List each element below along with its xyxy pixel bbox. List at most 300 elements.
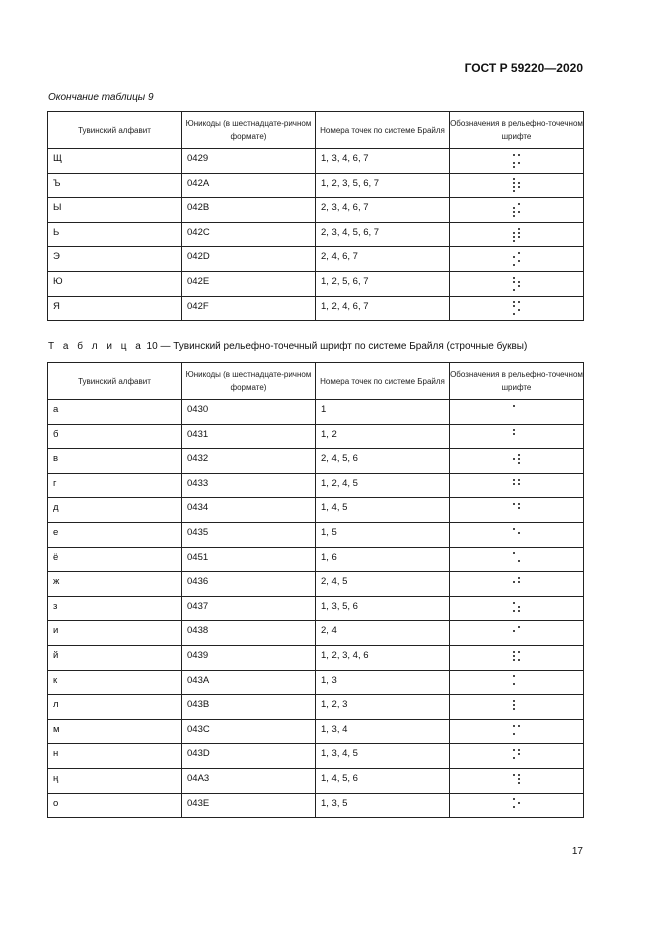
unicode-cell: 0430 — [182, 400, 316, 425]
braille-dot-2 — [513, 729, 515, 731]
braille-1-2-5-6-7-icon — [512, 276, 521, 291]
braille-dot-2 — [513, 556, 515, 558]
braille-1-5-icon — [512, 527, 521, 542]
dots-cell: 1, 4, 5 — [316, 498, 450, 523]
braille-dot-7 — [513, 166, 515, 168]
braille-cell — [450, 498, 584, 523]
dots-cell: 2, 4 — [316, 621, 450, 646]
braille-dot-8 — [518, 515, 520, 517]
table-row — [48, 572, 584, 597]
braille-dot-1 — [513, 602, 515, 604]
braille-dot-5 — [518, 232, 520, 234]
braille-dot-2 — [513, 679, 515, 681]
braille-1-3-5-icon — [512, 798, 521, 813]
letter-cell: н — [48, 744, 182, 769]
column-header-alphabet: Тувинский алфавит — [48, 112, 182, 149]
letter-cell: м — [48, 719, 182, 744]
braille-dot-1 — [513, 503, 515, 505]
braille-dot-4 — [518, 577, 520, 579]
unicode-cell: 0438 — [182, 621, 316, 646]
letter-cell: Ъ — [48, 173, 182, 198]
unicode-cell: 042B — [182, 198, 316, 223]
braille-1-2-4-6-7-icon — [512, 301, 521, 316]
braille-dot-1 — [513, 252, 515, 254]
braille-dot-6 — [518, 211, 520, 213]
letter-cell: г — [48, 473, 182, 498]
letter-cell: Э — [48, 247, 182, 272]
braille-dot-5 — [518, 802, 520, 804]
table-row — [48, 695, 584, 720]
braille-dot-1 — [513, 774, 515, 776]
dots-cell: 1, 2, 3, 4, 6 — [316, 645, 450, 670]
table-row — [48, 198, 584, 223]
dots-cell: 1, 3, 4 — [316, 719, 450, 744]
braille-1-icon — [512, 404, 521, 419]
braille-dot-7 — [513, 215, 515, 217]
unicode-cell: 0435 — [182, 522, 316, 547]
page-number: 17 — [571, 846, 583, 857]
braille-2-4-5-icon — [512, 576, 521, 591]
braille-dot-5 — [518, 532, 520, 534]
braille-dot-7 — [513, 663, 515, 665]
braille-dot-6 — [518, 162, 520, 164]
braille-table-9 — [47, 111, 584, 321]
braille-dot-4 — [518, 675, 520, 677]
unicode-cell: 0439 — [182, 645, 316, 670]
table-row — [48, 645, 584, 670]
braille-dot-5 — [518, 182, 520, 184]
braille-dot-4 — [518, 626, 520, 628]
braille-dot-3 — [513, 610, 515, 612]
braille-dot-5 — [518, 281, 520, 283]
braille-dot-3 — [513, 462, 515, 464]
braille-dot-8 — [518, 240, 520, 242]
braille-cell — [450, 572, 584, 597]
braille-dot-8 — [518, 441, 520, 443]
braille-cell — [450, 198, 584, 223]
unicode-cell: 042E — [182, 271, 316, 296]
braille-dot-7 — [513, 515, 515, 517]
braille-dot-4 — [518, 602, 520, 604]
braille-dot-7 — [513, 417, 515, 419]
braille-1-2-3-icon — [512, 699, 521, 714]
braille-dot-8 — [518, 264, 520, 266]
braille-dot-4 — [518, 798, 520, 800]
braille-dot-7 — [513, 540, 515, 542]
braille-dot-1 — [513, 203, 515, 205]
braille-dot-7 — [513, 638, 515, 640]
unicode-cell: 0432 — [182, 449, 316, 474]
braille-dot-2 — [513, 753, 515, 755]
dots-cell: 1, 5 — [316, 522, 450, 547]
braille-dot-8 — [518, 687, 520, 689]
braille-dot-7 — [513, 687, 515, 689]
braille-dot-2 — [513, 458, 515, 460]
braille-dot-7 — [513, 240, 515, 242]
braille-dot-2 — [513, 182, 515, 184]
braille-dot-5 — [518, 778, 520, 780]
braille-dot-5 — [518, 433, 520, 435]
braille-dot-1 — [513, 301, 515, 303]
braille-cell — [450, 670, 584, 695]
braille-dot-5 — [518, 207, 520, 209]
braille-dot-6 — [518, 585, 520, 587]
braille-dot-4 — [518, 651, 520, 653]
braille-dot-1 — [513, 626, 515, 628]
braille-dot-8 — [518, 313, 520, 315]
braille-1-3-4-5-icon — [512, 749, 521, 764]
unicode-cell: 043A — [182, 670, 316, 695]
braille-dot-1 — [513, 454, 515, 456]
braille-dot-3 — [513, 585, 515, 587]
braille-dot-5 — [518, 483, 520, 485]
letter-cell: в — [48, 449, 182, 474]
braille-cell — [450, 247, 584, 272]
standard-number: ГОСТ Р 59220—2020 — [464, 61, 583, 75]
braille-dot-2 — [513, 483, 515, 485]
braille-dot-1 — [513, 277, 515, 279]
table-row — [48, 173, 584, 198]
braille-dot-2 — [513, 409, 515, 411]
table-row — [48, 449, 584, 474]
table-row — [48, 222, 584, 247]
braille-dot-5 — [518, 409, 520, 411]
braille-dot-6 — [518, 437, 520, 439]
braille-dot-7 — [513, 190, 515, 192]
dots-cell: 2, 4, 6, 7 — [316, 247, 450, 272]
braille-dot-7 — [513, 810, 515, 812]
braille-dot-1 — [513, 528, 515, 530]
braille-dot-3 — [513, 733, 515, 735]
braille-dot-1 — [513, 405, 515, 407]
braille-1-3-4-icon — [512, 724, 521, 739]
braille-dot-8 — [518, 810, 520, 812]
table-row — [48, 768, 584, 793]
unicode-cell: 043E — [182, 793, 316, 818]
braille-dot-6 — [518, 610, 520, 612]
letter-cell: Ы — [48, 198, 182, 223]
braille-dot-4 — [518, 503, 520, 505]
braille-dot-6 — [518, 806, 520, 808]
braille-cell — [450, 695, 584, 720]
braille-cell — [450, 793, 584, 818]
braille-dot-7 — [513, 712, 515, 714]
braille-2-3-4-5-6-7-icon — [512, 227, 521, 242]
column-header-braille: Обозначения в рельефно-точечном шрифте — [450, 112, 584, 149]
braille-dot-2 — [513, 655, 515, 657]
unicode-cell: 043D — [182, 744, 316, 769]
dots-cell: 2, 4, 5, 6 — [316, 449, 450, 474]
braille-dot-3 — [513, 186, 515, 188]
braille-dot-5 — [518, 256, 520, 258]
braille-cell — [450, 149, 584, 174]
braille-dot-7 — [513, 441, 515, 443]
braille-dot-4 — [518, 405, 520, 407]
letter-cell: й — [48, 645, 182, 670]
letter-cell: л — [48, 695, 182, 720]
letter-cell: з — [48, 596, 182, 621]
braille-dot-6 — [518, 536, 520, 538]
braille-dot-2 — [513, 581, 515, 583]
braille-dot-5 — [518, 630, 520, 632]
braille-cell — [450, 596, 584, 621]
table-row — [48, 793, 584, 818]
braille-dot-7 — [513, 786, 515, 788]
braille-dot-1 — [513, 675, 515, 677]
braille-dot-6 — [518, 487, 520, 489]
unicode-cell: 0434 — [182, 498, 316, 523]
braille-dot-2 — [513, 630, 515, 632]
braille-dot-6 — [518, 683, 520, 685]
braille-dot-1 — [513, 552, 515, 554]
braille-dot-2 — [513, 207, 515, 209]
braille-dot-5 — [518, 305, 520, 307]
braille-cell — [450, 400, 584, 425]
braille-dot-6 — [518, 634, 520, 636]
letter-cell: к — [48, 670, 182, 695]
dots-cell: 2, 4, 5 — [316, 572, 450, 597]
braille-dot-7 — [513, 761, 515, 763]
braille-dot-4 — [518, 178, 520, 180]
braille-1-4-5-icon — [512, 503, 521, 518]
dots-cell: 1, 2, 4, 5 — [316, 473, 450, 498]
unicode-cell: 0431 — [182, 424, 316, 449]
braille-dot-1 — [513, 178, 515, 180]
braille-dot-4 — [518, 154, 520, 156]
letter-cell: Я — [48, 296, 182, 321]
braille-dot-4 — [518, 552, 520, 554]
braille-dot-8 — [518, 712, 520, 714]
table-row — [48, 719, 584, 744]
braille-dot-3 — [513, 236, 515, 238]
braille-dot-6 — [518, 757, 520, 759]
braille-dot-1 — [513, 228, 515, 230]
table-caption — [48, 341, 527, 352]
unicode-cell: 042F — [182, 296, 316, 321]
braille-dot-3 — [513, 683, 515, 685]
letter-cell: ң — [48, 768, 182, 793]
braille-dot-8 — [518, 589, 520, 591]
unicode-cell: 0451 — [182, 547, 316, 572]
braille-1-2-3-5-6-7-icon — [512, 178, 521, 193]
braille-dot-7 — [513, 491, 515, 493]
braille-dot-8 — [518, 215, 520, 217]
braille-dot-8 — [518, 491, 520, 493]
braille-dot-4 — [518, 301, 520, 303]
braille-dot-6 — [518, 260, 520, 262]
braille-dot-1 — [513, 577, 515, 579]
braille-dot-5 — [518, 729, 520, 731]
braille-dot-5 — [518, 556, 520, 558]
braille-dot-5 — [518, 581, 520, 583]
table-row — [48, 621, 584, 646]
braille-dot-7 — [513, 466, 515, 468]
unicode-cell: 042A — [182, 173, 316, 198]
braille-dot-4 — [518, 700, 520, 702]
braille-dot-3 — [513, 659, 515, 661]
dots-cell: 1, 2, 3 — [316, 695, 450, 720]
braille-cell — [450, 296, 584, 321]
braille-dot-1 — [513, 700, 515, 702]
braille-dot-2 — [513, 532, 515, 534]
unicode-cell: 042D — [182, 247, 316, 272]
column-header-unicode: Юникоды (в шестнадцате-ричном формате) — [182, 112, 316, 149]
table-row — [48, 547, 584, 572]
braille-dot-7 — [513, 589, 515, 591]
braille-dot-6 — [518, 462, 520, 464]
braille-cell — [450, 449, 584, 474]
unicode-cell: 043C — [182, 719, 316, 744]
braille-dot-3 — [513, 413, 515, 415]
braille-dot-5 — [518, 704, 520, 706]
braille-dot-2 — [513, 281, 515, 283]
letter-cell: Ь — [48, 222, 182, 247]
braille-dot-1 — [513, 479, 515, 481]
braille-dot-8 — [518, 761, 520, 763]
braille-dot-4 — [518, 228, 520, 230]
letter-cell: о — [48, 793, 182, 818]
braille-dot-6 — [518, 782, 520, 784]
braille-dot-3 — [513, 487, 515, 489]
braille-1-3-5-6-icon — [512, 601, 521, 616]
braille-dot-6 — [518, 733, 520, 735]
braille-dot-2 — [513, 606, 515, 608]
braille-dot-8 — [518, 564, 520, 566]
braille-dot-5 — [518, 679, 520, 681]
braille-dot-8 — [518, 466, 520, 468]
braille-dot-5 — [518, 655, 520, 657]
unicode-cell: 0437 — [182, 596, 316, 621]
braille-dot-4 — [518, 749, 520, 751]
braille-dot-7 — [513, 737, 515, 739]
braille-dot-8 — [518, 614, 520, 616]
braille-dot-3 — [513, 437, 515, 439]
braille-dot-3 — [513, 634, 515, 636]
braille-dot-5 — [518, 507, 520, 509]
braille-dot-2 — [513, 305, 515, 307]
braille-1-4-5-6-icon — [512, 773, 521, 788]
braille-dot-6 — [518, 708, 520, 710]
braille-dot-4 — [518, 203, 520, 205]
braille-dot-4 — [518, 725, 520, 727]
braille-dot-8 — [518, 737, 520, 739]
dots-cell: 1, 3, 5, 6 — [316, 596, 450, 621]
braille-cell — [450, 522, 584, 547]
table-row — [48, 296, 584, 321]
dots-cell: 1, 3, 4, 5 — [316, 744, 450, 769]
braille-dot-3 — [513, 285, 515, 287]
braille-cell — [450, 473, 584, 498]
table-row — [48, 149, 584, 174]
unicode-cell: 0436 — [182, 572, 316, 597]
braille-dot-7 — [513, 264, 515, 266]
braille-dot-3 — [513, 806, 515, 808]
table-row — [48, 424, 584, 449]
braille-dot-1 — [513, 154, 515, 156]
table-row — [48, 473, 584, 498]
table-row — [48, 271, 584, 296]
braille-2-3-4-6-7-icon — [512, 202, 521, 217]
braille-1-2-icon — [512, 429, 521, 444]
table-row — [48, 596, 584, 621]
braille-dot-3 — [513, 211, 515, 213]
table-row — [48, 400, 584, 425]
column-header-dots: Номера точек по системе Брайля — [316, 112, 450, 149]
braille-dot-7 — [513, 614, 515, 616]
braille-dot-2 — [513, 704, 515, 706]
braille-dot-3 — [513, 511, 515, 513]
column-header-unicode: Юникоды (в шестнадцате-ричном формате) — [182, 363, 316, 400]
dots-cell: 1, 2 — [316, 424, 450, 449]
braille-dot-3 — [513, 162, 515, 164]
braille-1-3-icon — [512, 675, 521, 690]
braille-cell — [450, 271, 584, 296]
braille-dot-5 — [518, 458, 520, 460]
braille-dot-1 — [513, 651, 515, 653]
letter-cell: д — [48, 498, 182, 523]
braille-dot-3 — [513, 708, 515, 710]
unicode-cell: 0429 — [182, 149, 316, 174]
braille-dot-2 — [513, 778, 515, 780]
braille-dot-8 — [518, 786, 520, 788]
braille-2-4-5-6-icon — [512, 453, 521, 468]
braille-cell — [450, 424, 584, 449]
braille-dot-1 — [513, 749, 515, 751]
letter-cell: е — [48, 522, 182, 547]
braille-1-3-4-6-7-icon — [512, 153, 521, 168]
braille-dot-5 — [518, 753, 520, 755]
braille-cell — [450, 645, 584, 670]
braille-dot-2 — [513, 433, 515, 435]
braille-dot-4 — [518, 252, 520, 254]
unicode-cell: 042C — [182, 222, 316, 247]
table-header-row — [48, 112, 584, 149]
table-row — [48, 670, 584, 695]
unicode-cell: 043B — [182, 695, 316, 720]
letter-cell: и — [48, 621, 182, 646]
braille-cell — [450, 173, 584, 198]
braille-dot-4 — [518, 528, 520, 530]
braille-dot-4 — [518, 429, 520, 431]
braille-dot-3 — [513, 536, 515, 538]
table-row — [48, 522, 584, 547]
braille-dot-2 — [513, 507, 515, 509]
braille-dot-1 — [513, 429, 515, 431]
braille-dot-5 — [518, 158, 520, 160]
table-row — [48, 247, 584, 272]
braille-dot-6 — [518, 236, 520, 238]
letter-cell: ё — [48, 547, 182, 572]
braille-dot-6 — [518, 413, 520, 415]
dots-cell: 1, 2, 4, 6, 7 — [316, 296, 450, 321]
letter-cell: Ю — [48, 271, 182, 296]
braille-1-2-4-5-icon — [512, 478, 521, 493]
braille-dot-3 — [513, 309, 515, 311]
braille-dot-8 — [518, 540, 520, 542]
braille-dot-4 — [518, 454, 520, 456]
braille-dot-2 — [513, 802, 515, 804]
dots-cell: 1 — [316, 400, 450, 425]
table-row — [48, 744, 584, 769]
braille-cell — [450, 547, 584, 572]
dots-cell: 2, 3, 4, 6, 7 — [316, 198, 450, 223]
braille-cell — [450, 222, 584, 247]
braille-dot-8 — [518, 417, 520, 419]
braille-dot-3 — [513, 757, 515, 759]
letter-cell: Щ — [48, 149, 182, 174]
braille-cell — [450, 719, 584, 744]
braille-1-6-icon — [512, 552, 521, 567]
